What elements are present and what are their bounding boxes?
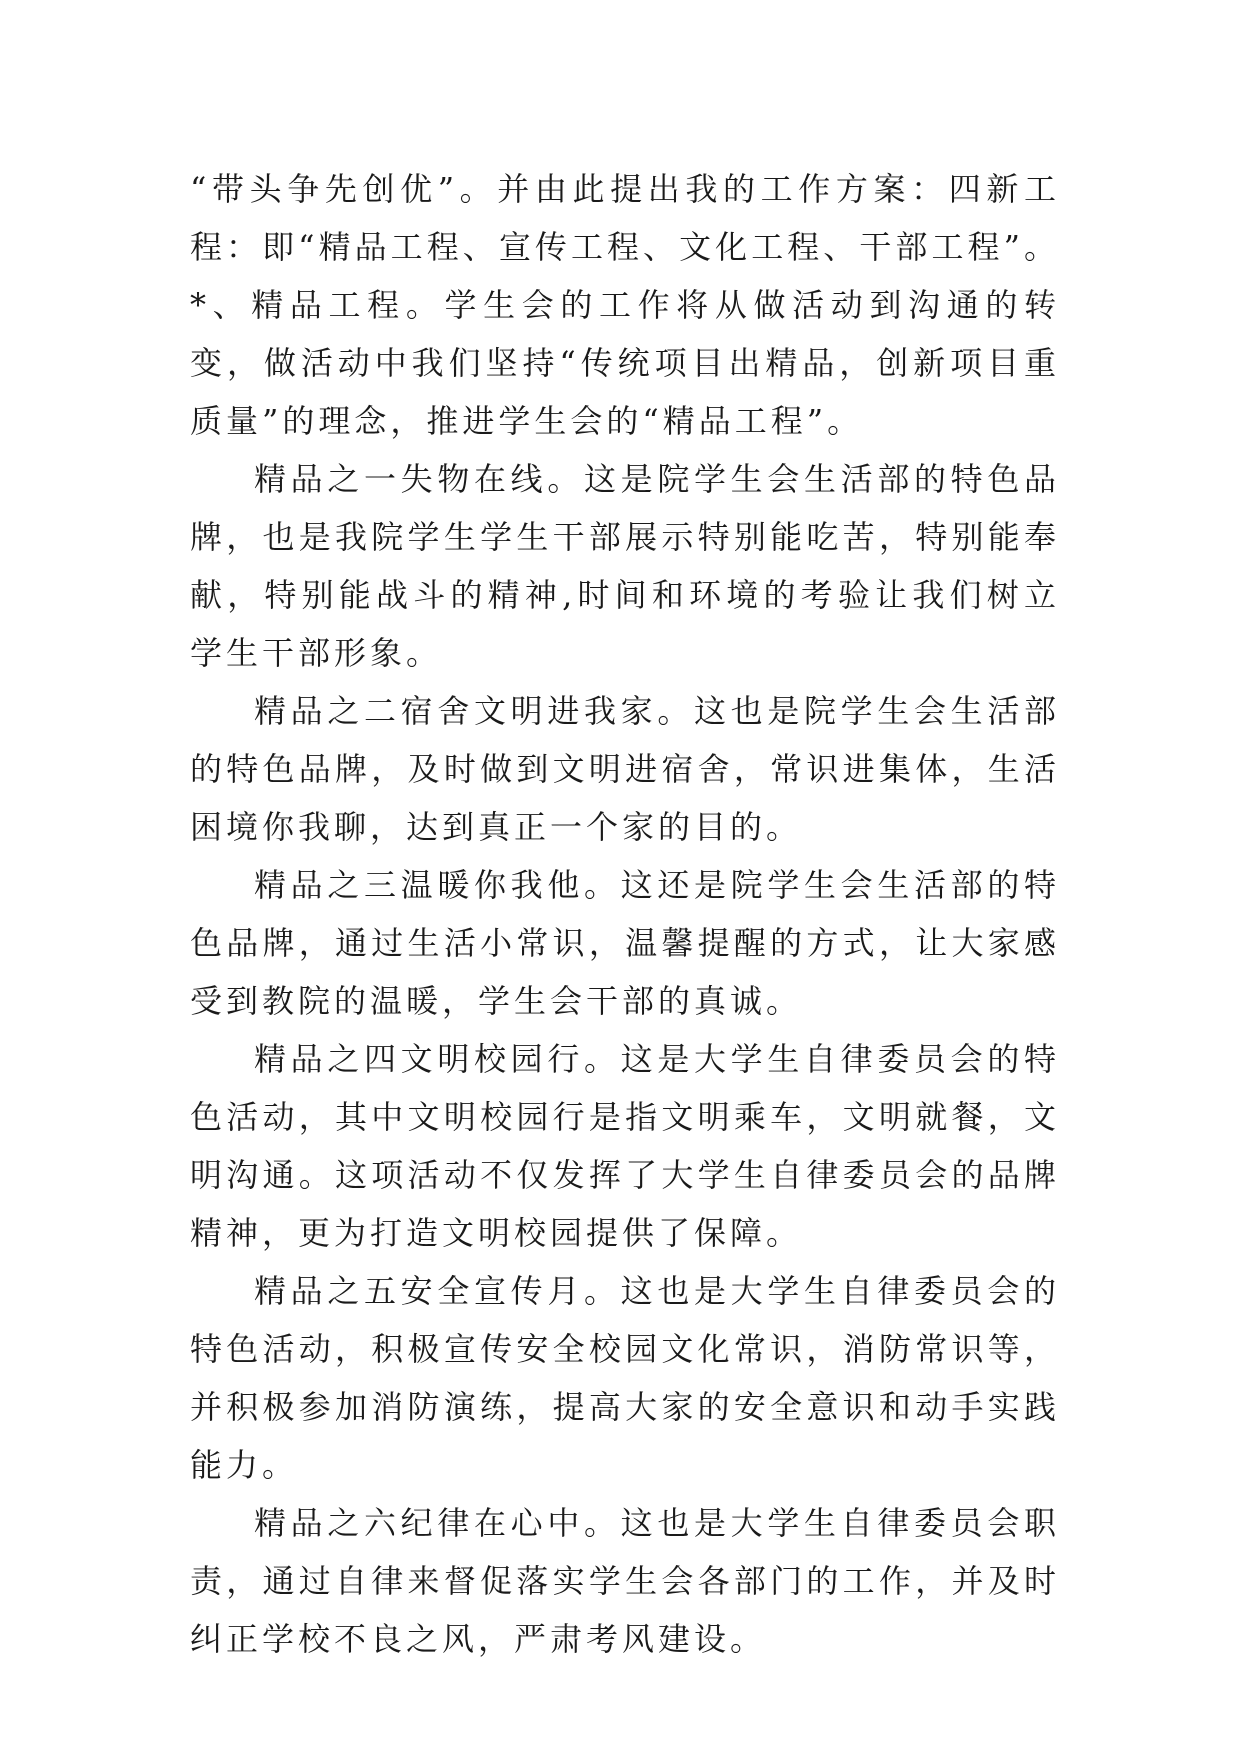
paragraph-dorm-civilization: 精品之二宿舍文明进我家。这也是院学生会生活部的特色品牌，及时做到文明进宿舍，常识进集体，生活困境你我聊，达到真正一个家的目的。 — [190, 692, 1060, 846]
paragraph-safety-month: 精品之五安全宣传月。这也是大学生自律委员会的特色活动，积极宣传安全校园文化常识，消防常识等，并积极参加消防演练，提高大家的安全意识和动手实践能力。 — [190, 1272, 1060, 1484]
document-body — [190, 160, 1060, 1668]
paragraph-civil-campus: 精品之四文明校园行。这是大学生自律委员会的特色活动，其中文明校园行是指文明乘车，文明就餐，文明沟通。这项活动不仅发挥了大学生自律委员会的品牌精神，更为打造文明校园提供了保障。 — [190, 1040, 1060, 1252]
paragraph-plan-intro: “带头争先创优”。并由此提出我的工作方案：四新工程：即“精品工程、宣传工程、文化工程、干部工程”。*、精品工程。学生会的工作将从做活动到沟通的转变，做活动中我们坚持“传统项目出精品，创新项目重质量”的理念，推进学生会的“精品工程”。 — [190, 170, 1060, 440]
paragraph-discipline: 精品之六纪律在心中。这也是大学生自律委员会职责，通过自律来督促落实学生会各部门的工作，并及时纠正学校不良之风，严肃考风建设。 — [190, 1504, 1060, 1658]
paragraph-lost-and-found: 精品之一失物在线。这是院学生会生活部的特色品牌，也是我院学生学生干部展示特别能吃苦，特别能奉献，特别能战斗的精神,时间和环境的考验让我们树立学生干部形象。 — [190, 460, 1060, 672]
paragraph-warmth: 精品之三温暖你我他。这还是院学生会生活部的特色品牌，通过生活小常识，温馨提醒的方式，让大家感受到教院的温暖，学生会干部的真诚。 — [190, 866, 1060, 1020]
